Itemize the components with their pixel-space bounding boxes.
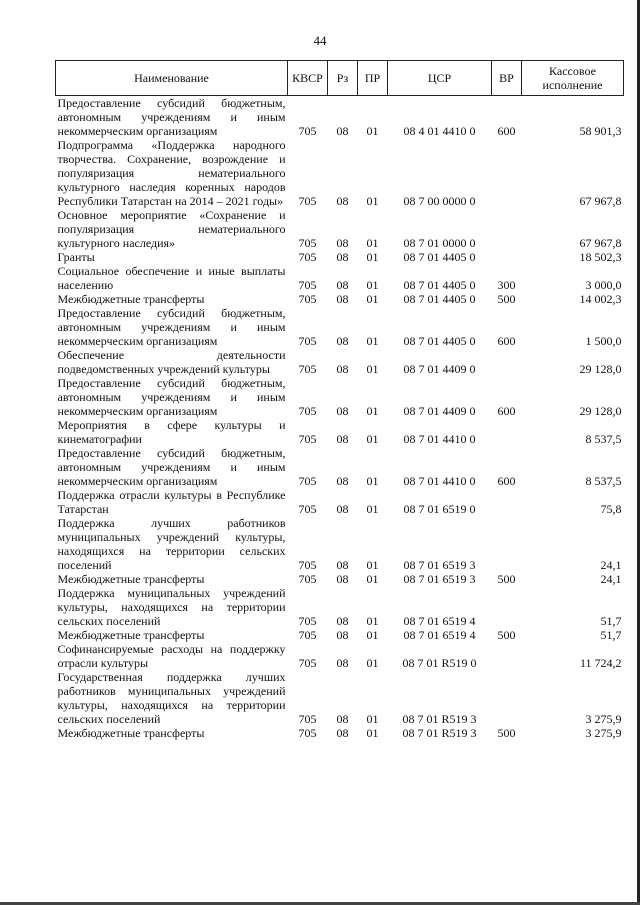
cell-sum: 51,7 [600, 614, 622, 628]
cell-rz: 08 [336, 194, 349, 208]
cell-pr: 01 [366, 194, 379, 208]
cell-rz: 08 [336, 292, 349, 306]
cell-name: Подпрограмма «Поддержка народного творчества. Сохранение, возрождение и популяризация нематериального культурного наследия коренных народов Республики Татарстан на 2014 – 2021 годы» [57, 138, 286, 208]
cell-rz: 08 [336, 656, 349, 670]
cell-sum: 3 000,0 [585, 278, 622, 292]
cell-rz: 08 [336, 502, 349, 516]
cell-kvsr: 705 [298, 572, 317, 586]
cell-kvsr: 705 [298, 432, 317, 446]
cell-pr: 01 [366, 726, 379, 740]
cell-name: Межбюджетные трансферты [57, 726, 205, 740]
cell-vr [492, 488, 522, 516]
cell-csr: 08 7 01 0000 0 [403, 236, 476, 250]
cell-name: Межбюджетные трансферты [57, 292, 205, 306]
cell-kvsr: 705 [298, 474, 317, 488]
cell-kvsr: 705 [298, 278, 317, 292]
cell-csr: 08 7 01 6519 4 [403, 628, 476, 642]
cell-name: Поддержка муниципальных учреждений культуры, находящихся на территории сельских поселений [57, 586, 286, 628]
cell-pr: 01 [366, 334, 379, 348]
cell-rz: 08 [336, 712, 349, 726]
table-row [56, 306, 624, 348]
cell-vr [492, 348, 522, 376]
cell-vr [492, 208, 522, 250]
cell-pr: 01 [366, 404, 379, 418]
cell-sum: 51,7 [600, 628, 622, 642]
table-row [56, 264, 624, 292]
cell-kvsr: 705 [298, 404, 317, 418]
cell-vr [492, 250, 522, 264]
cell-kvsr: 705 [298, 124, 317, 138]
cell-pr: 01 [366, 656, 379, 670]
cell-csr: 08 7 01 4405 0 [403, 334, 476, 348]
cell-csr: 08 7 01 6519 4 [403, 614, 476, 628]
cell-sum: 3 275,9 [585, 712, 622, 726]
table-body [56, 96, 624, 741]
cell-sum: 29 128,0 [579, 362, 622, 376]
table-row [56, 446, 624, 488]
cell-sum: 58 901,3 [579, 124, 622, 138]
cell-kvsr: 705 [298, 712, 317, 726]
table-row [56, 292, 624, 306]
cell-sum: 14 002,3 [579, 292, 622, 306]
header-vr: ВР [492, 61, 522, 96]
cell-csr: 08 7 01 4409 0 [403, 362, 476, 376]
table-row [56, 418, 624, 446]
table-row [56, 96, 624, 139]
cell-csr: 08 7 01 R519 3 [402, 726, 477, 740]
cell-vr: 600 [497, 334, 516, 348]
cell-kvsr: 705 [298, 362, 317, 376]
cell-sum: 8 537,5 [585, 474, 622, 488]
cell-sum: 29 128,0 [579, 404, 622, 418]
cell-name: Межбюджетные трансферты [57, 628, 205, 642]
cell-name: Социальное обеспечение и иные выплаты населению [57, 264, 286, 292]
cell-rz: 08 [336, 334, 349, 348]
cell-csr: 08 7 01 4405 0 [403, 278, 476, 292]
cell-vr: 600 [497, 474, 516, 488]
cell-name: Предоставление субсидий бюджетным, автономным учреждениям и иным некоммерческим организациям [57, 446, 286, 488]
cell-rz: 08 [336, 628, 349, 642]
cell-pr: 01 [366, 474, 379, 488]
cell-kvsr: 705 [298, 558, 317, 572]
cell-kvsr: 705 [298, 236, 317, 250]
cell-pr: 01 [366, 572, 379, 586]
cell-name: Мероприятия в сфере культуры и кинематографии [57, 418, 286, 446]
cell-sum: 67 967,8 [579, 236, 622, 250]
cell-name: Поддержка отрасли культуры в Республике Татарстан [57, 488, 286, 516]
cell-rz: 08 [336, 432, 349, 446]
cell-vr: 500 [497, 628, 516, 642]
cell-vr: 300 [497, 278, 516, 292]
table-row [56, 586, 624, 628]
header-sum: Кассовое исполнение [522, 61, 624, 96]
cell-sum: 3 275,9 [585, 726, 622, 740]
cell-kvsr: 705 [298, 726, 317, 740]
cell-vr [492, 516, 522, 572]
cell-vr [492, 642, 522, 670]
cell-name: Предоставление субсидий бюджетным, автономным учреждениям и иным некоммерческим организациям [57, 376, 286, 418]
cell-csr: 08 7 01 4410 0 [403, 474, 476, 488]
cell-kvsr: 705 [298, 502, 317, 516]
cell-pr: 01 [366, 712, 379, 726]
cell-csr: 08 7 01 6519 3 [403, 572, 476, 586]
cell-csr: 08 4 01 4410 0 [403, 124, 476, 138]
cell-vr: 500 [497, 726, 516, 740]
cell-name: Обеспечение деятельности подведомственных учреждений культуры [57, 348, 286, 376]
table-row [56, 348, 624, 376]
cell-vr: 600 [497, 124, 516, 138]
cell-name: Государственная поддержка лучших работников муниципальных учреждений культуры, находящихся на территории сельских поселений [57, 670, 286, 726]
header-rz: Рз [328, 61, 358, 96]
cell-name: Основное мероприятие «Сохранение и популяризация нематериального культурного наследия» [57, 208, 286, 250]
cell-rz: 08 [336, 124, 349, 138]
cell-pr: 01 [366, 558, 379, 572]
budget-table [55, 60, 624, 740]
cell-sum: 75,8 [600, 502, 622, 516]
cell-name: Поддержка лучших работников муниципальных учреждений культуры, находящихся на территории сельских поселений [57, 516, 286, 572]
cell-sum: 8 537,5 [585, 432, 622, 446]
cell-rz: 08 [336, 278, 349, 292]
header-name: Наименование [56, 61, 288, 96]
cell-rz: 08 [336, 614, 349, 628]
cell-sum: 24,1 [600, 572, 622, 586]
cell-rz: 08 [336, 474, 349, 488]
cell-pr: 01 [366, 236, 379, 250]
cell-rz: 08 [336, 558, 349, 572]
cell-vr [492, 418, 522, 446]
cell-pr: 01 [366, 502, 379, 516]
cell-rz: 08 [336, 726, 349, 740]
header-csr: ЦСР [388, 61, 492, 96]
cell-name: Межбюджетные трансферты [57, 572, 205, 586]
table-row [56, 208, 624, 250]
cell-csr: 08 7 01 R519 0 [402, 656, 477, 670]
cell-pr: 01 [366, 250, 379, 264]
table-row [56, 572, 624, 586]
table-header [56, 61, 624, 96]
cell-vr: 600 [497, 404, 516, 418]
table-row [56, 138, 624, 208]
cell-name: Предоставление субсидий бюджетным, автономным учреждениям и иным некоммерческим организациям [57, 96, 286, 138]
cell-kvsr: 705 [298, 292, 317, 306]
cell-csr: 08 7 01 R519 3 [402, 712, 477, 726]
cell-vr [492, 670, 522, 726]
cell-csr: 08 7 01 4405 0 [403, 292, 476, 306]
table-row [56, 670, 624, 726]
cell-sum: 11 724,2 [579, 656, 622, 670]
cell-sum: 1 500,0 [585, 334, 622, 348]
header-kvsr: КВСР [288, 61, 328, 96]
cell-sum: 24,1 [600, 558, 622, 572]
cell-csr: 08 7 00 0000 0 [403, 194, 476, 208]
table-row [56, 642, 624, 670]
cell-vr: 500 [497, 572, 516, 586]
cell-kvsr: 705 [298, 614, 317, 628]
table-row [56, 516, 624, 572]
cell-kvsr: 705 [298, 628, 317, 642]
cell-name: Предоставление субсидий бюджетным, автономным учреждениям и иным некоммерческим организациям [57, 306, 286, 348]
cell-kvsr: 705 [298, 656, 317, 670]
cell-sum: 18 502,3 [579, 250, 622, 264]
table-row [56, 726, 624, 740]
cell-pr: 01 [366, 614, 379, 628]
page-number: 44 [313, 33, 327, 48]
cell-rz: 08 [336, 572, 349, 586]
cell-sum: 67 967,8 [579, 194, 622, 208]
cell-csr: 08 7 01 4409 0 [403, 404, 476, 418]
cell-vr [492, 138, 522, 208]
table-row [56, 488, 624, 516]
cell-vr: 500 [497, 292, 516, 306]
cell-rz: 08 [336, 250, 349, 264]
cell-vr [492, 586, 522, 628]
cell-csr: 08 7 01 4410 0 [403, 432, 476, 446]
cell-csr: 08 7 01 6519 0 [403, 502, 476, 516]
table-row [56, 376, 624, 418]
cell-pr: 01 [366, 124, 379, 138]
cell-pr: 01 [366, 362, 379, 376]
cell-kvsr: 705 [298, 194, 317, 208]
cell-pr: 01 [366, 628, 379, 642]
cell-pr: 01 [366, 278, 379, 292]
cell-csr: 08 7 01 4405 0 [403, 250, 476, 264]
cell-pr: 01 [366, 432, 379, 446]
cell-rz: 08 [336, 236, 349, 250]
table-row [56, 250, 624, 264]
cell-pr: 01 [366, 292, 379, 306]
cell-kvsr: 705 [298, 250, 317, 264]
header-pr: ПР [358, 61, 388, 96]
cell-rz: 08 [336, 404, 349, 418]
cell-rz: 08 [336, 362, 349, 376]
cell-name: Софинансируемые расходы на поддержку отрасли культуры [57, 642, 286, 670]
cell-kvsr: 705 [298, 334, 317, 348]
cell-csr: 08 7 01 6519 3 [403, 558, 476, 572]
table-row [56, 628, 624, 642]
cell-name: Гранты [57, 250, 95, 264]
